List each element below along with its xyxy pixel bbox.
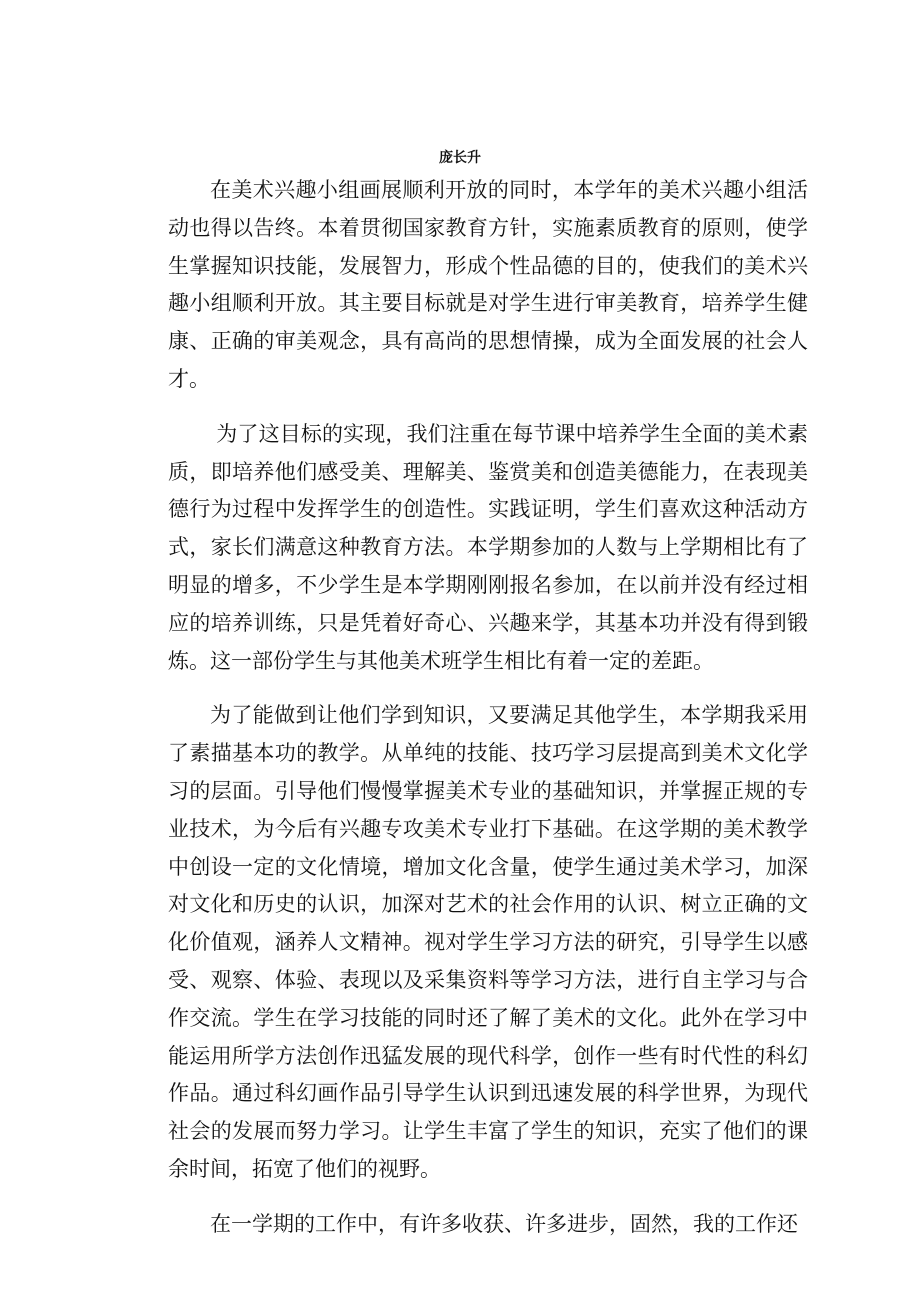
paragraph-2: 为了这目标的实现，我们注重在每节课中培养学生全面的美术素质，即培养他们感受美、理解美、鉴赏美和创造美德能力，在表现美德行为过程中发挥学生的创造性。实践证明，学生们喜欢这种活动方式，家长们满意这种教育方法。本学期参加的人数与上学期相比有了明显的增多，不少学生是本学期刚刚报名参加，在以前并没有经过相应的培养训练，只是凭着好奇心、兴趣来学，其基本功并没有得到锻炼。这一部份学生与其他美术班学生相比有着一定的差距。 — [168, 421, 808, 673]
paragraph-4: 在一学期的工作中，有许多收获、许多进步，固然，我的工作还 — [210, 1211, 798, 1236]
paragraph-3: 为了能做到让他们学到知识，又要满足其他学生，本学期我采用了素描基本功的教学。从单纯的技能、技巧学习层提高到美术文化学习的层面。引导他们慢慢掌握美术专业的基础知识，并掌握正规的专业技术，为今后有兴趣专攻美术专业打下基础。在这学期的美术教学中创设一定的文化情境，增加文化含量，使学生通过美术学习，加深对文化和历史的认识，加深对艺术的社会作用的认识、树立正确的文化价值观，涵养人文精神。视对学生学习方法的研究，引导学生以感受、观察、体验、表现以及采集资料等学习方法，进行自主学习与合作交流。学生在学习技能的同时还了解了美术的文化。此外在学习中能运用所学方法创作迅猛发展的现代科学，创作一些有时代性的科幻作品。通过科幻画作品引导学生认识到迅速发展的科学世界，为现代社会的发展而努力学习。让学生丰富了学生的知识，充实了他们的课余时间，拓宽了他们的视野。 — [168, 703, 808, 1181]
paragraph-1: 在美术兴趣小组画展顺利开放的同时，本学年的美术兴趣小组活动也得以告终。本着贯彻国家教育方针，实施素质教育的原则，使学生掌握知识技能，发展智力，形成个性品德的目的，使我们的美术兴趣小组顺利开放。其主要目标就是对学生进行审美教育，培养学生健康、正确的审美观念，具有高尚的思想情操，成为全面发展的社会人才。 — [168, 178, 808, 391]
author-name: 庞长升 — [439, 150, 481, 166]
document-body — [168, 172, 808, 1244]
